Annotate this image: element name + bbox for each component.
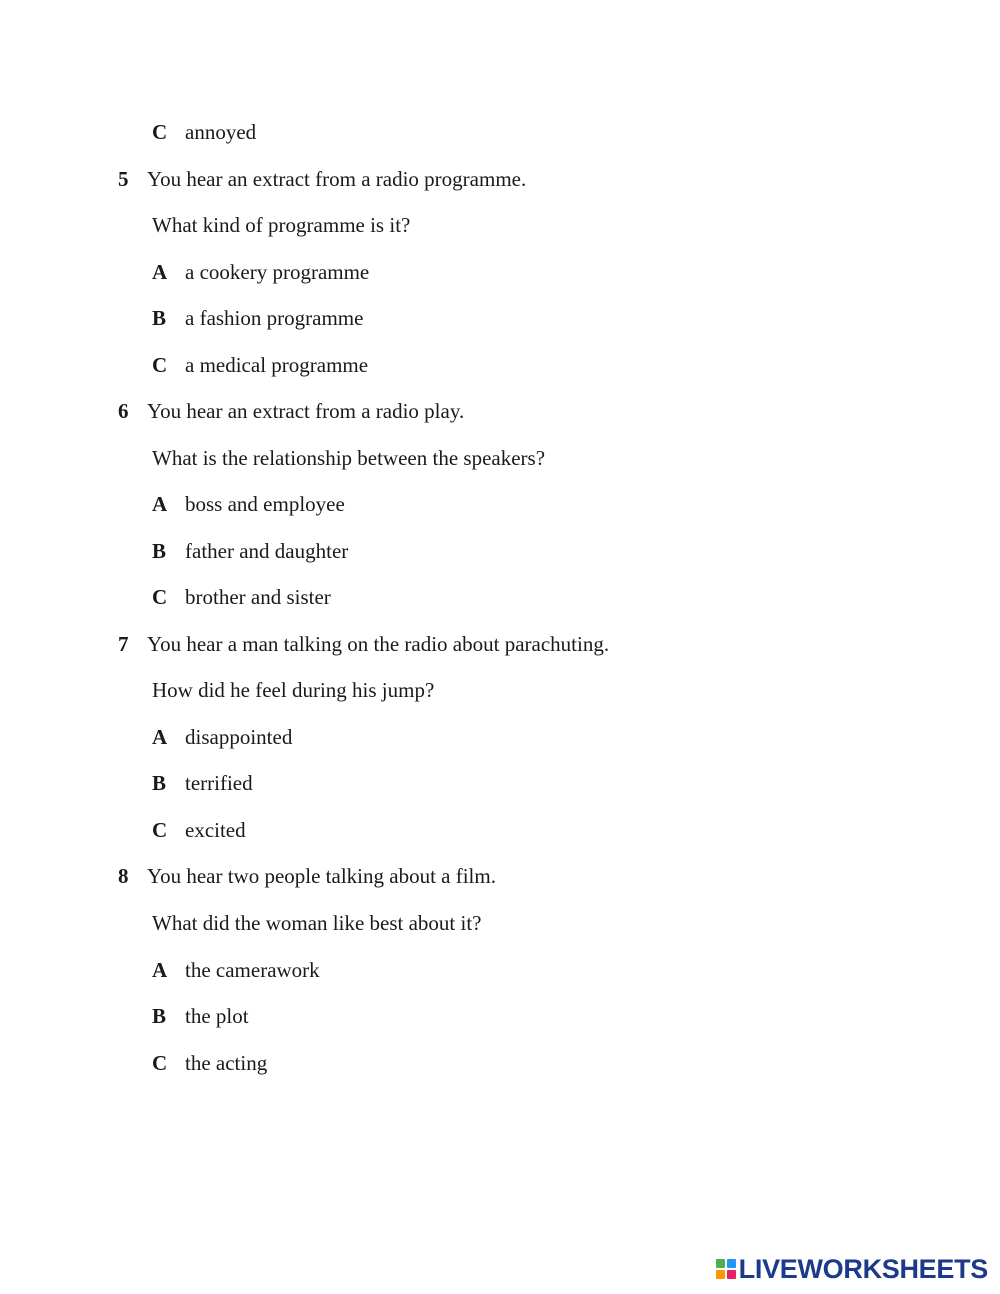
question-8-option-a [152, 957, 320, 983]
question-6-option-a [152, 491, 345, 517]
question-6-stem [118, 398, 464, 424]
option-letter: C [152, 585, 168, 609]
question-6-prompt: What is the relationship between the speakers? [152, 446, 546, 470]
question-5-option-b [152, 305, 363, 331]
option-text: brother and sister [185, 585, 331, 609]
question-number: 5 [118, 167, 129, 191]
option-text: terrified [185, 771, 253, 795]
option-letter: B [152, 1004, 167, 1028]
option-letter: B [152, 306, 167, 330]
logo-tile-e [727, 1270, 736, 1279]
question-stem-text: You hear an extract from a radio play. [147, 399, 465, 423]
question-stem-text: You hear an extract from a radio programme. [147, 167, 527, 191]
option-text: annoyed [185, 120, 257, 144]
logo-text: LIVEWORKSHEETS [738, 1254, 988, 1284]
option-carryover-c [152, 119, 256, 145]
option-letter: A [152, 958, 168, 982]
question-8-option-b [152, 1003, 249, 1029]
option-letter: B [152, 771, 167, 795]
question-8-stem [118, 863, 496, 889]
logo-tile-i [727, 1259, 736, 1268]
logo-tile-l [716, 1259, 725, 1268]
option-letter: A [152, 260, 168, 284]
question-7-option-b [152, 770, 253, 796]
option-letter: C [152, 120, 168, 144]
liveworksheets-logo [716, 1254, 988, 1284]
option-text: excited [185, 818, 246, 842]
logo-tiles-icon [716, 1259, 736, 1279]
question-5-prompt: What kind of programme is it? [152, 213, 411, 237]
option-text: a medical programme [185, 353, 369, 377]
question-7-option-c [152, 817, 246, 843]
option-text: a fashion programme [185, 306, 364, 330]
option-text: disappointed [185, 725, 293, 749]
question-6-option-c [152, 584, 331, 610]
question-8-prompt: What did the woman like best about it? [152, 911, 482, 935]
question-5-stem [118, 166, 526, 192]
option-letter: C [152, 353, 168, 377]
question-7-prompt: How did he feel during his jump? [152, 678, 435, 702]
question-7-option-a [152, 724, 292, 750]
option-letter: B [152, 539, 167, 563]
question-5-option-a [152, 259, 369, 285]
option-text: the camerawork [185, 958, 320, 982]
option-letter: A [152, 725, 168, 749]
option-text: a cookery programme [185, 260, 370, 284]
question-6-option-b [152, 538, 348, 564]
question-stem-text: You hear a man talking on the radio about parachuting. [147, 632, 610, 656]
option-text: the acting [185, 1051, 268, 1075]
question-number: 8 [118, 864, 129, 888]
question-8-option-c [152, 1050, 267, 1076]
question-7-stem [118, 631, 609, 657]
option-text: the plot [185, 1004, 249, 1028]
option-letter: C [152, 1051, 168, 1075]
question-number: 7 [118, 632, 129, 656]
option-text: father and daughter [185, 539, 349, 563]
question-number: 6 [118, 399, 129, 423]
option-letter: A [152, 492, 168, 516]
logo-tile-v [716, 1270, 725, 1279]
question-stem-text: You hear two people talking about a film. [147, 864, 496, 888]
option-letter: C [152, 818, 168, 842]
option-text: boss and employee [185, 492, 345, 516]
question-5-option-c [152, 352, 368, 378]
